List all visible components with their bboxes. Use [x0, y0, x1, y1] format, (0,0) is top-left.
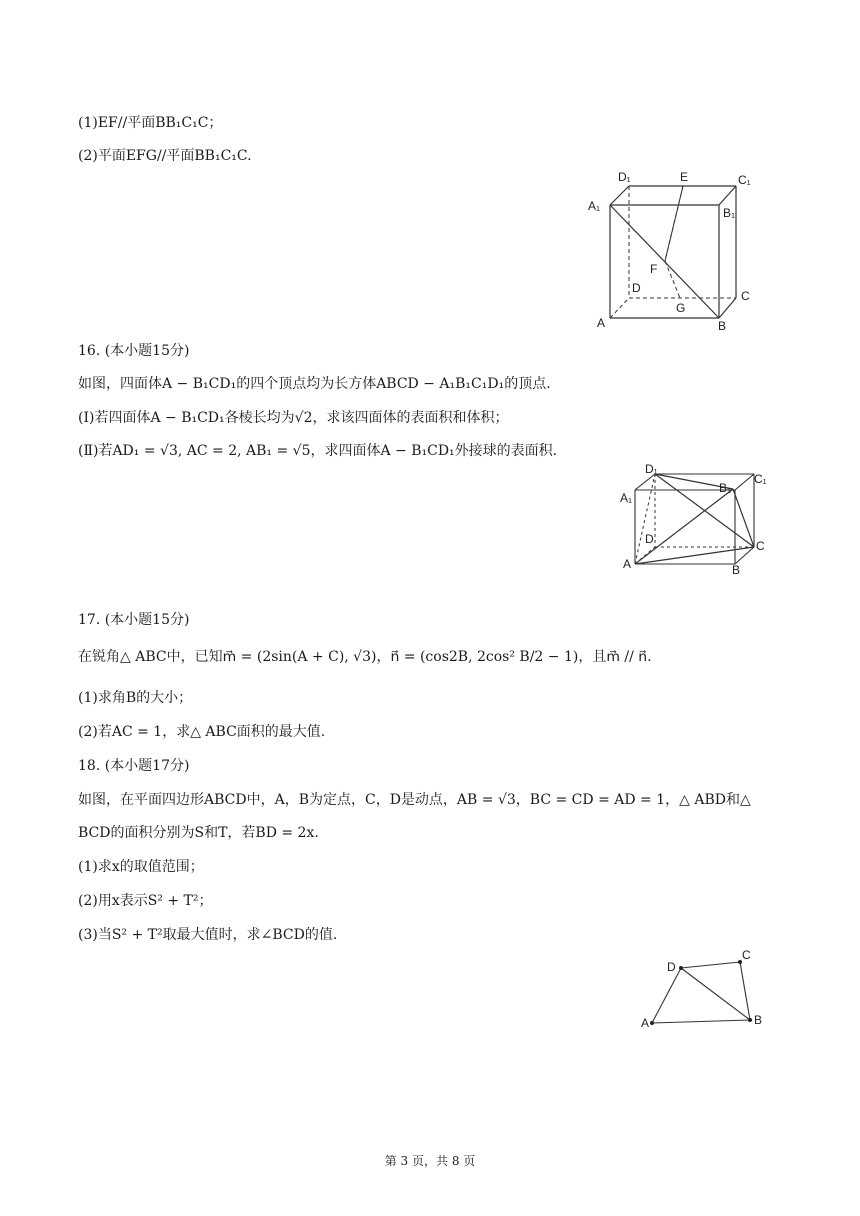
question-18-part-1: (1)求x的取值范围； — [78, 859, 204, 875]
label-a1: A₁ — [588, 199, 601, 213]
question-16-part-2: (Ⅱ)若AD₁ = √3, AC = 2, AB₁ = √5，求四面体A − B₁CD₁外接球的表面积. — [78, 443, 558, 459]
question-18-part-2: (2)用x表示S² + T²； — [78, 893, 213, 909]
label-d: D — [645, 532, 654, 546]
question-18-stem-1: 如图，在平面四边形ABCD中，A，B为定点，C，D是动点，AB = √3，BC = CD = AD = 1，△ ABD和△ — [78, 792, 751, 808]
label-a1: A₁ — [620, 491, 633, 505]
label-e: E — [680, 170, 689, 184]
question-17-part-2: (2)若AC = 1，求△ ABC面积的最大值. — [78, 724, 326, 740]
question-16-part-1: (Ⅰ)若四面体A − B₁CD₁各棱长均为√2，求该四面体的表面积和体积； — [78, 410, 509, 426]
question-18-stem-2: BCD的面积分别为S和T，若BD = 2x. — [78, 825, 319, 841]
line-15-1: (1)EF//平面BB₁C₁C； — [78, 115, 223, 131]
label-d1: D₁ — [618, 170, 631, 184]
question-17-stem: 在锐角△ ABC中，已知m⃗ = (2sin(A + C), √3)，n⃗ = (cos2B, 2cos² B/2 − 1)，且m⃗ // n⃗. — [78, 649, 652, 665]
label-b: B — [754, 1013, 763, 1027]
label-c: C — [742, 948, 751, 962]
page-footer: 第 3 页，共 8 页 — [384, 1154, 476, 1168]
label-a: A — [623, 557, 632, 571]
label-f: F — [650, 262, 658, 276]
question-18-heading: 18. (本小题17分) — [78, 758, 190, 774]
label-a: A — [597, 316, 606, 330]
line-15-2: (2)平面EFG//平面BB₁C₁C. — [78, 148, 252, 164]
question-18-part-3: (3)当S² + T²取最大值时，求∠BCD的值. — [78, 927, 338, 943]
label-c1: C₁ — [738, 173, 751, 187]
label-c: C — [756, 539, 765, 553]
label-b1: B₁ — [719, 481, 732, 495]
label-d: D — [667, 960, 676, 974]
question-17-part-1: (1)求角B的大小； — [78, 690, 193, 706]
label-b1: B₁ — [723, 206, 736, 220]
question-16-stem: 如图，四面体A − B₁CD₁的四个顶点均为长方体ABCD − A₁B₁C₁D₁的顶点. — [78, 376, 551, 392]
label-d: D — [632, 281, 641, 295]
label-b: B — [732, 563, 741, 577]
label-c: C — [741, 289, 750, 303]
question-17-heading: 17. (本小题15分) — [78, 612, 190, 628]
figure-quadrilateral-abcd — [632, 945, 772, 1037]
label-g: G — [676, 301, 686, 315]
label-c1: C₁ — [754, 472, 767, 486]
question-16-heading: 16. (本小题15分) — [78, 343, 190, 359]
figure-tetrahedron-cuboid — [615, 460, 775, 578]
label-b: B — [718, 319, 727, 333]
label-d1: D₁ — [645, 462, 658, 476]
figure-cuboid-efg — [580, 165, 760, 335]
label-a: A — [641, 1016, 650, 1030]
